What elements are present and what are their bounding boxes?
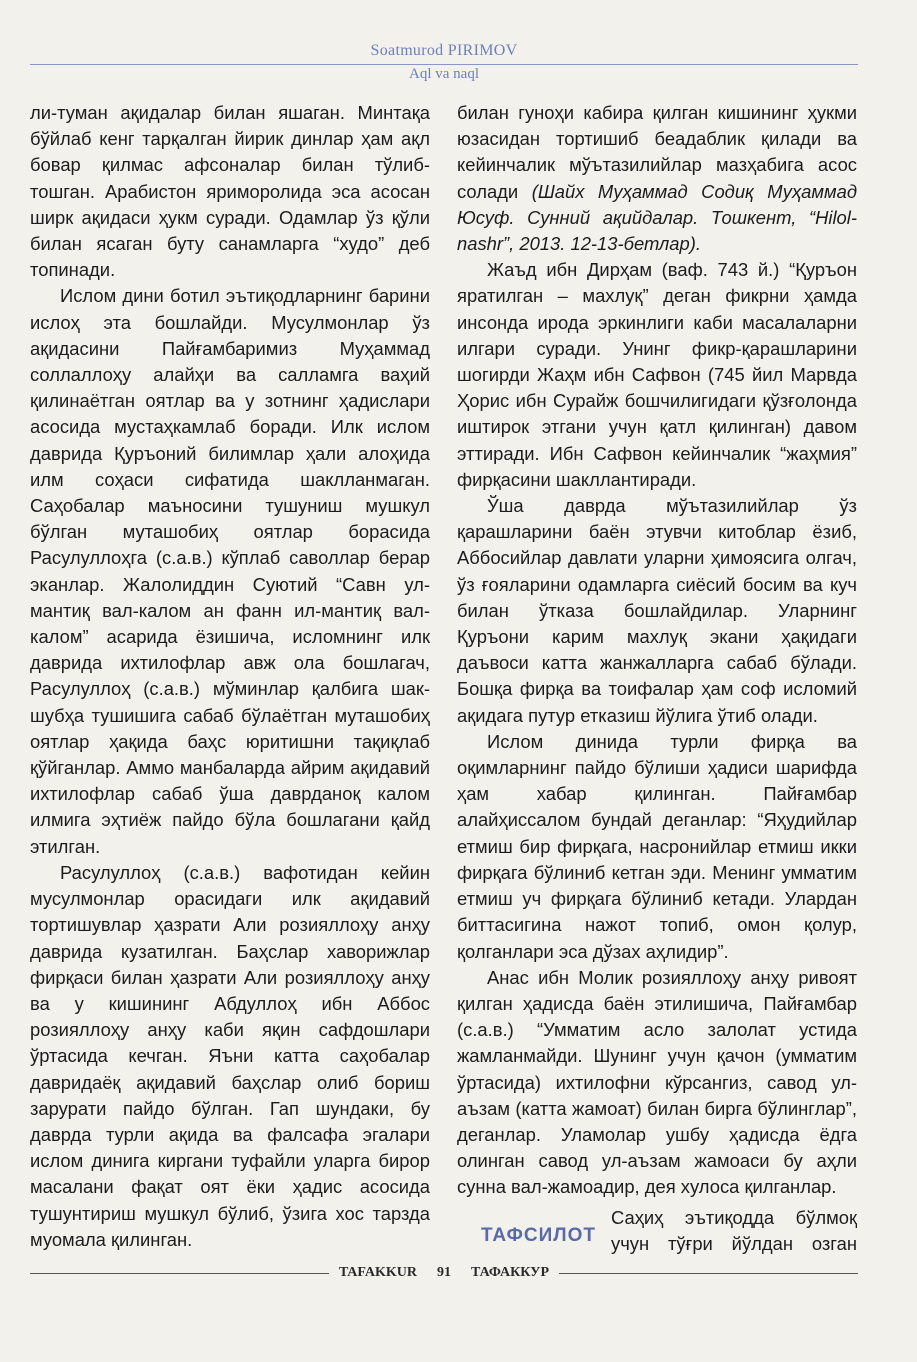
- paragraph: Ислом динида турли фирқа ва оқимларнинг пайдо бўлиши ҳадиси шарифда ҳам хабар қилинган. Пайғамбар алайҳиссалом бундай деганлар: “Яҳудийлар етмиш бир фирқага, насронийлар етмиш икки фирқага бўлиниб кетган эди. Менинг умматим етмиш уч фирқага бўлиниб кетади. Улардан биттасигина нажот топиб, омон қолур, қолганлари эса дўзах аҳлидир”.: [457, 730, 857, 962]
- paragraph: [457, 100, 857, 257]
- right-column: [457, 100, 857, 1255]
- paragraph: Расулуллоҳ (с.а.в.) вафотидан кейин мусулмонлар орасидаги илк ақидавий тортишувлар ҳазрати Али розияллоҳу анҳу даврида кузатилган. Баҳслар хаворижлар фирқаси билан ҳазрати Али розияллоҳу анҳу ва у кишининг Абдуллоҳ ибн Аббос розияллоҳу анҳу каби яқин сафдошлари ўртасида кечган. Яъни катта саҳобалар давридаёқ ақидавий баҳслар олиб бориш зарурати пайдо бўлган. Гап шундаки, бу даврда турли ақида ва фалсафа эгалари ислом динига киргани туфайли уларга бирор масалани фақат оят ёки ҳадис асосида тушунтириш мушкул бўлиб, ўзига хос тарзда муомала қилинган.: [30, 861, 430, 1250]
- paragraph: Ислом дини ботил эътиқодларнинг барини ислоҳ эта бошлайди. Мусулмонлар ўз ақидасини Пайғамбаримиз Муҳаммад соллаллоҳу алайҳи ва салламга ваҳий қилинаётган оятлар ва у зотнинг ҳадислари асосида мустаҳкамлаб боради. Илк ислом даврида Қуръоний билимлар ҳали алоҳида илм соҳаси сифатида шаклланмаган. Саҳобалар маъносини тушуниш мушкул бўлган муташобиҳ оятлар борасида Расулуллоҳга (с.а.в.) кўплаб саволлар берар эканлар. Жалолиддин Суютий “Савн ул-мантиқ вал-калом ан фанн ил-мантиқ вал-калом” асарида ёзишича, исломнинг илк даврида ихтилофлар авж ола бошлагач, Расулуллоҳ (с.а.в.) мўминлар қалбига шак-шубҳа тушишига сабаб бўлаётган муташобиҳ оятлар ҳақида баҳс юритишни тақиқлаб қўйганлар. Аммо манбаларда айрим ақидавий ихтилофлар сабаб ўша даврданоқ калом илмига эҳтиёж пайдо бўла бошлагани қайд этилган.: [30, 285, 430, 857]
- paragraph: ли-туман ақидалар билан яшаган. Минтақа бўйлаб кенг тарқалган йирик динлар ҳам ақл бовар қилмас афсоналар билан тўлиб-тошган. Арабистон яриморолида эса асосан ширк ақидаси ҳукм суради. Одамлар ўз қўли билан ясаган буту санамларга “худо” деб топинади.: [30, 102, 430, 281]
- footer-magazine-cyrillic: ТАФАККУР: [471, 1265, 550, 1280]
- header-rule: [30, 64, 858, 65]
- running-header-section: Aql va naql: [409, 66, 479, 82]
- paragraph: Жаъд ибн Дирҳам (ваф. 743 й.) “Қуръон яратилган – махлуқ” деган фикрни ҳамда инсонда ирода эркинлиги каби масалаларни илгари суради. Унинг фикр-қарашларини шогирди Жаҳм ибн Сафвон (745 йил Марвда Ҳорис ибн Сурайж бошчилигидаги қўзғолонда иштирок этгани учун қатл қилинган) давом эттиради. Ибн Сафвон кейинчалик “жаҳмия” фирқасини шакллантиради.: [457, 259, 857, 490]
- paragraph: Саҳиҳ эътиқодда бўлмоқ учун тўғри йўлдан озган: [611, 1206, 857, 1254]
- paragraph: Ўша даврда мўътазилийлар ўз қарашларини баён этувчи китоблар ёзиб, Аббосийлар давлати уларни ҳимоясига олгач, ўз ғояларини одамларга сиёсий босим ва куч билан ўтказа бошлайдилар. Уларнинг Қуръони карим махлуқ экани ҳақидаги даъвоси катта жанжалларга сабаб бўлади. Бошқа фирқа ва тоифалар ҳам соф исломий ақидага путур етказиш йўлига ўтиб олади.: [457, 495, 857, 726]
- paragraph-text: билан гуноҳи кабира қилган кишининг ҳукми юзасидан тортишиб беадаблик қилади ва кейинчалик мўътазилийлар мазҳабига асос солади: [457, 102, 857, 202]
- page-number: 91: [437, 1265, 452, 1280]
- paragraph: Анас ибн Молик розияллоҳу анҳу ривоят қилган ҳадисда баён этилишича, Пайғамбар (с.а.в.) “Умматим асло залолат устида жамланмайди. Шунинг учун қачон (умматим ўртасида) ихтилофни кўрсангиз, савод ул-аъзам (катта жамоат) билан бирга бўлинглар”, деганлар. Уламолар ушбу ҳадисда ёдга олинган савод ул-аъзам жамоаси бу аҳли сунна вал-жамоадир, дея хулоса қилганлар.: [457, 966, 857, 1198]
- footer-rule-left: [30, 1273, 329, 1274]
- left-column: [30, 100, 430, 1255]
- detail-box: [457, 1205, 857, 1255]
- citation: (Шайх Муҳаммад Содиқ Муҳаммад Юсуф. Сунний ақийдалар. Тошкент, “Hilol-nashr”, 2013. 12-13-бетлар).: [457, 180, 857, 255]
- footer-magazine-latin: TAFAKKUR: [338, 1265, 418, 1280]
- footer-rule-right: [559, 1273, 858, 1274]
- box-heading: ТАФСИЛОТ: [481, 1224, 596, 1246]
- running-header-author: Soatmurod PIRIMOV: [370, 42, 518, 59]
- page-footer: [30, 1262, 858, 1284]
- paragraph: [30, 1253, 430, 1255]
